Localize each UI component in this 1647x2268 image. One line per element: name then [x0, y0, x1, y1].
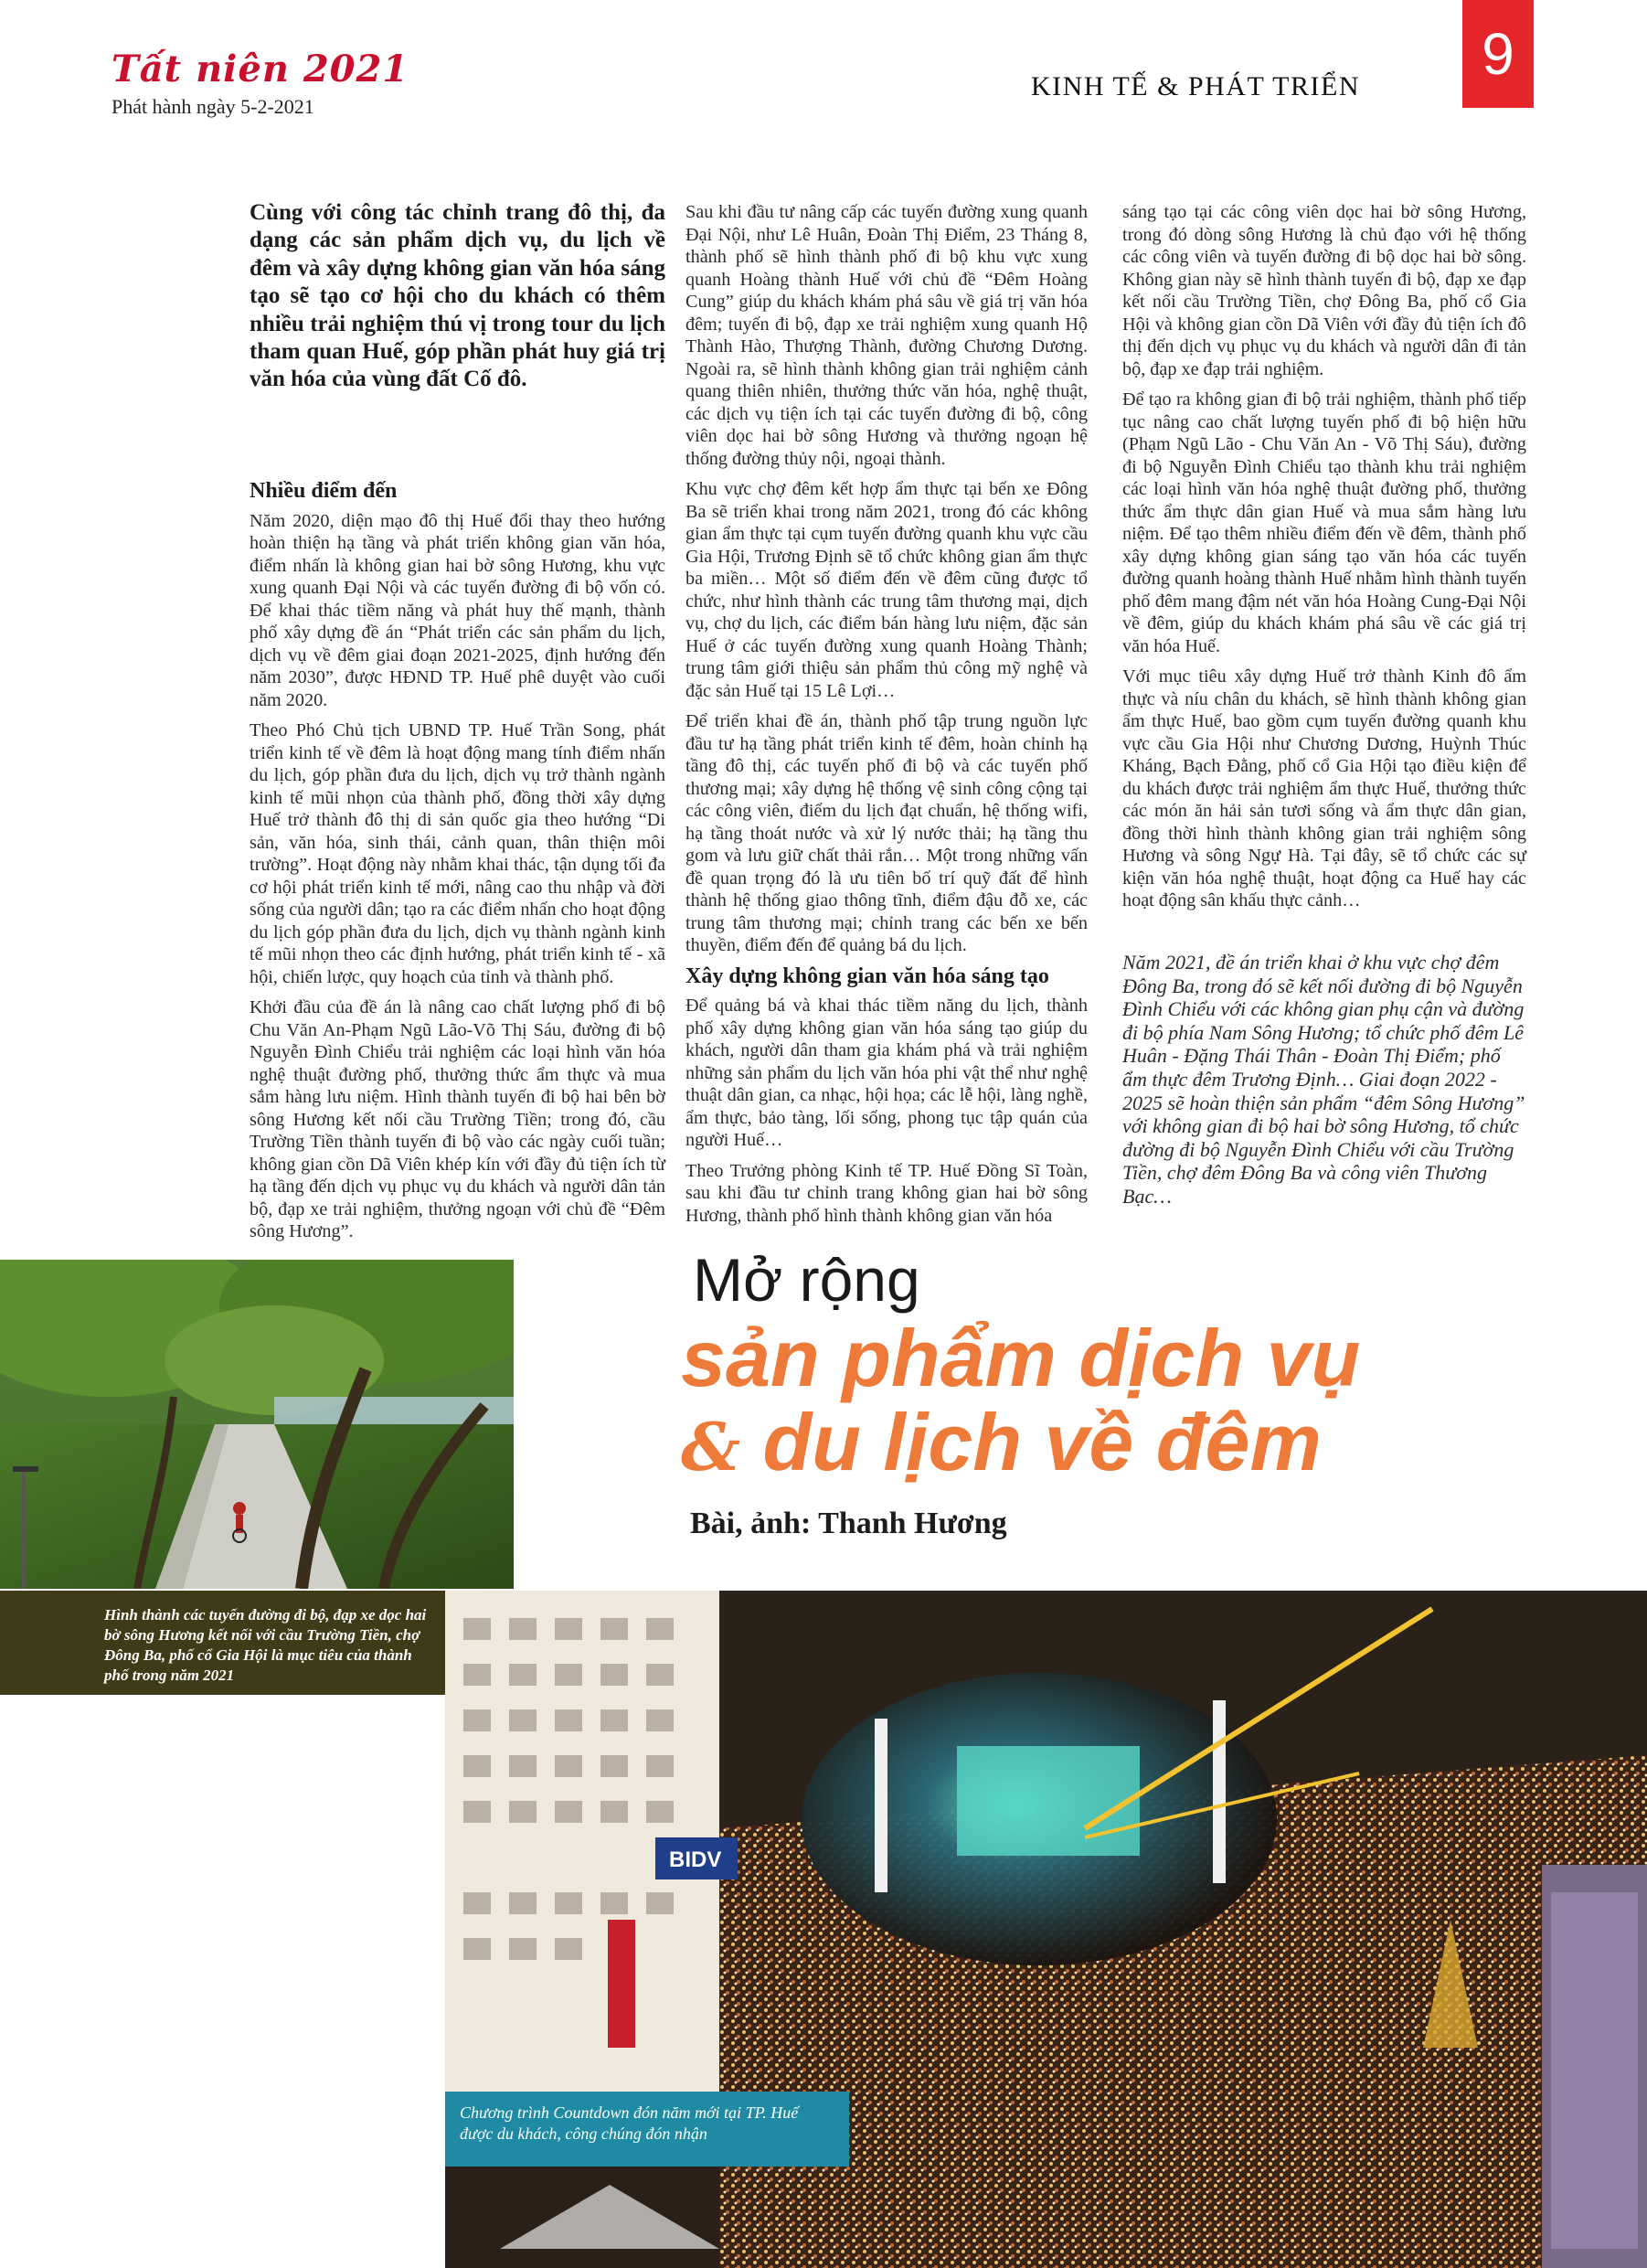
paragraph: Với mục tiêu xây dựng Huế trở thành Kinh đô ẩm thực và níu chân du khách, sẽ hình thành không gian ẩm thực Huế, bao gồm cụm tuyến đường quanh khu vực cầu Gia Hội như Chương Dương, Huỳnh Thúc Kháng, Bạch Đằng, phố cổ Gia Hội tạo điều kiện để du khách được trải nghiệm ẩm thực Huế, thưởng thức các món ăn hải sản tươi sống và ẩm thực dân gian, đồng thời hình thành không gian trải nghiệm sông Hương và sông Ngự Hà. Tại đây, sẽ tổ chức các sự kiện văn hóa nghệ thuật, hoạt động ca Huế hay các hoạt động sân khấu thực cảnh… — [1122, 666, 1526, 910]
bank-sign: BIDV — [669, 1847, 722, 1872]
paragraph: Khởi đầu của đề án là nâng cao chất lượng phố đi bộ Chu Văn An-Phạm Ngũ Lão-Võ Thị Sáu, đường đi bộ Nguyễn Đình Chiểu trải nghiệm các loại hình văn hóa nghệ thuật đường phố, thưởng thức ẩm thực và mua sắm hàng lưu niệm. Hình thành tuyến đi bộ hai bên bờ sông Hương kết nối cầu Trường Tiền; trong đó, cầu Trường Tiền thành tuyến đi bộ vào các ngày cuối tuần; không gian cồn Dã Viên khép kín với đầy đủ tiện ích từ hạ tầng đến dịch vụ phục vụ du khách và người dân tản bộ, đạp xe trải nghiệm, thưởng ngoạn với chủ đề “Đêm sông Hương”. — [250, 997, 665, 1241]
page-number: 9 — [1462, 0, 1534, 108]
walking-path-photo — [0, 1260, 514, 1589]
paragraph: sáng tạo tại các công viên dọc hai bờ sông Hương, trong đó dòng sông Hương là chủ đạo với hệ thống các công viên và tuyến đường đi bộ dọc hai bờ sông. Không gian này sẽ hình thành tuyến đi bộ, đạp xe đạp kết nối cầu Trường Tiền, chợ Đông Ba, phố cổ Gia Hội và không gian cồn Dã Viên với đầy đủ tiện ích đô thị đến dịch vụ phục vụ du khách và người dân đi tản bộ, đạp xe đạp trải nghiệm. — [1122, 202, 1526, 379]
paragraph: Theo Trưởng phòng Kinh tế TP. Huế Đồng Sĩ Toàn, sau khi đầu tư chỉnh trang không gian hai bờ sông Hương, thành phố hình thành không gian văn hóa — [685, 1160, 1088, 1226]
column-3 — [1122, 201, 1526, 921]
byline: Bài, ảnh: Thanh Hương — [690, 1507, 1007, 1540]
photo-caption-1: Hình thành các tuyến đường đi bộ, đạp xe dọc hai bờ sông Hương kết nối với cầu Trường Tiền, chợ Đông Ba, phố cổ Gia Hội là mục tiêu của thành phố trong năm 2021 — [0, 1591, 448, 1695]
headline-line-2: sản phẩm dịch vụ — [681, 1313, 1361, 1403]
headline-line-3-text: du lịch về đêm — [740, 1397, 1322, 1487]
photo-caption-2: Chương trình Countdown đón năm mới tại TP. Huế được du khách, công chúng đón nhận — [445, 2092, 849, 2167]
article-lead: Cùng với công tác chỉnh trang đô thị, đa dạng các sản phẩm dịch vụ, du lịch về đêm và xây dựng không gian văn hóa sáng tạo sẽ tạo cơ hội cho du khách có thêm nhiều trải nghiệm thú vị trong tour du lịch tham quan Huế, góp phần phát huy giá trị văn hóa của vùng đất Cố đô. — [250, 200, 665, 392]
issue-date: Phát hành ngày 5-2-2021 — [112, 95, 314, 118]
subheading-creative-space: Xây dựng không gian văn hóa sáng tạo — [685, 964, 1049, 988]
headline-line-1: Mở rộng — [693, 1246, 920, 1314]
paragraph: Để triển khai đề án, thành phố tập trung nguồn lực đầu tư hạ tầng phát triển kinh tế đêm, hoàn chỉnh hạ tầng đô thị, các tuyến phố đi bộ và các tuyến phố thương mại; xây dựng hệ thống vệ sinh công cộng tại các công viên, điểm du lịch đạt chuẩn, hệ thống wifi, hạ tầng thoát nước và xử lý nước thải; hạ tầng thu gom và lưu giữ chất thải rắn… Một trong những vấn đề quan trọng đó là ưu tiên bố trí quỹ đất để hình thành hệ thống giao thông tĩnh, điểm đậu đỗ xe, các trung tâm thương mại; chỉnh trang các bến xe bến thuyền, điểm đến để quảng bá du lịch. — [685, 711, 1088, 955]
headline-line-3 — [681, 1399, 1322, 1491]
paragraph: Để quảng bá và khai thác tiềm năng du lịch, thành phố xây dựng không gian văn hóa sáng tạo giúp du khách, người dân tham gia khám phá và trải nghiệm những sản phẩm du lịch văn hóa phi vật thể như nghệ thuật dân gian, ca nhạc, hội họa; các lễ hội, làng nghề, ẩm thực, bảo tàng, lối sống, phong tục tập quán của người Huế… — [685, 996, 1088, 1150]
ampersand: & — [681, 1408, 741, 1485]
section-title: KINH TẾ & PHÁT TRIỂN — [1031, 71, 1360, 101]
column-2 — [685, 201, 1088, 1235]
highlight-quote: Năm 2021, đề án triển khai ở khu vực chợ đêm Đông Ba, trong đó sẽ kết nối đường đi bộ Nguyễn Đình Chiểu với các không gian phụ cận và đường đi bộ phía Nam Sông Hương; tổ chức phố đêm Lê Huân - Đặng Thái Thân - Đoàn Thị Điểm; phố ẩm thực đêm Trương Định… Giai đoạn 2022 - 2025 sẽ hoàn thiện sản phẩm “đêm Sông Hương” với không gian đi bộ hai bờ sông Hương, tổ chức đường đi bộ Nguyễn Đình Chiểu với cầu Trường Tiền, chợ đêm Đông Ba và công viên Thương Bạc… — [1122, 951, 1525, 1208]
paragraph: Khu vực chợ đêm kết hợp ẩm thực tại bến xe Đông Ba sẽ triển khai trong năm 2021, trong đó các không gian ẩm thực tại cụm tuyến đường quanh khu vực cầu Gia Hội, Trương Định sẽ tổ chức không gian ẩm thực ba miền… Một số điểm đến về đêm cũng được tổ chức, như hình thành các trung tâm thương mại, dịch vụ, chợ du lịch, các điểm bán hàng lưu niệm, đặc sản Huế ở các tuyến đường xung quanh Hoàng Thành; trung tâm giới thiệu sản phẩm thủ công mỹ nghệ và đặc sản Huế tại 15 Lê Lợi… — [685, 479, 1088, 701]
column-1 — [250, 480, 665, 1251]
paragraph: Sau khi đầu tư nâng cấp các tuyến đường xung quanh Đại Nội, như Lê Huân, Đoàn Thị Điểm, 23 Tháng 8, thành phố sẽ hình thành phố đi bộ khu vực xung quanh Hoàng thành Huế với chủ đề “Đêm Hoàng Cung” giúp du khách khám phá sâu về giá trị văn hóa đêm; tuyến đi bộ, đạp xe trải nghiệm xung quanh Hộ Thành Hào, Thượng Thành, đường Chương Dương. Ngoài ra, sẽ hình thành không gian trải nghiệm cảnh quang thiên nhiên, thưởng thức văn hóa, nghệ thuật, các dịch vụ tiện ích tại các tuyến đường đi bộ, công viên dọc hai bờ sông Hương và thưởng ngoạn hệ thống đường thủy nội, ngoại thành. — [685, 202, 1088, 469]
paragraph: Năm 2020, diện mạo đô thị Huế đổi thay theo hướng hoàn thiện hạ tầng và phát triển không gian văn hóa, điểm nhấn là không gian hai bờ sông Hương, khu vực xung quanh Đại Nội và các tuyến đường đi bộ vốn có. Để khai thác tiềm năng và phát huy thế mạnh, thành phố xây dựng đề án “Phát triển các sản phẩm du lịch, dịch vụ về đêm giai đoạn 2021-2025, định hướng đến năm 2030”, được HĐND TP. Huế phê duyệt vào cuối năm 2020. — [250, 510, 665, 710]
subheading-destinations: Nhiều điểm đến — [250, 479, 398, 503]
paragraph: Theo Phó Chủ tịch UBND TP. Huế Trần Song, phát triển kinh tế về đêm là hoạt động mang tính điểm nhấn du lịch, góp phần đưa du lịch, dịch vụ trở thành ngành kinh tế mũi nhọn của thành phố, đồng thời xây dựng Huế trở thành đô thị di sản quốc gia theo hướng “Di sản, văn hóa, sinh thái, cảnh quan, thân thiện môi trường”. Hoạt động này nhằm khai thác, tận dụng tối đa cơ hội phát triển kinh tế mới, nâng cao thu nhập và đời sống của người dân; tạo ra các điểm nhấn cho hoạt động du lịch góp phần đưa du lịch, dịch vụ thành ngành kinh tế mũi nhọn theo các định hướng, phát triển kinh tế - xã hội, chiến lược, quy hoạch của tỉnh và thành phố. — [250, 720, 665, 987]
publication-brand: Tất niên 2021 — [112, 48, 409, 91]
paragraph: Để tạo ra không gian đi bộ trải nghiệm, thành phố tiếp tục nâng cao chất lượng tuyến phố đi bộ hiện hữu (Phạm Ngũ Lão - Chu Văn An - Võ Thị Sáu), đường đi bộ Nguyễn Đình Chiểu tạo thành khu trải nghiệm các loại hình văn hóa nghệ thuật đường phố, thưởng thức ẩm thực dân gian Huế và mua sắm hàng lưu niệm. Để tạo thêm nhiều điểm đến về đêm, thành phố xây dựng không gian sáng tạo văn hóa các tuyến đường quanh hoàng thành Huế nhằm hình thành tuyến phố đêm mang đậm nét văn hóa Hoàng Cung-Đại Nội về đêm, giúp du khách khám phá sâu về các giá trị văn hóa Huế. — [1122, 389, 1526, 656]
